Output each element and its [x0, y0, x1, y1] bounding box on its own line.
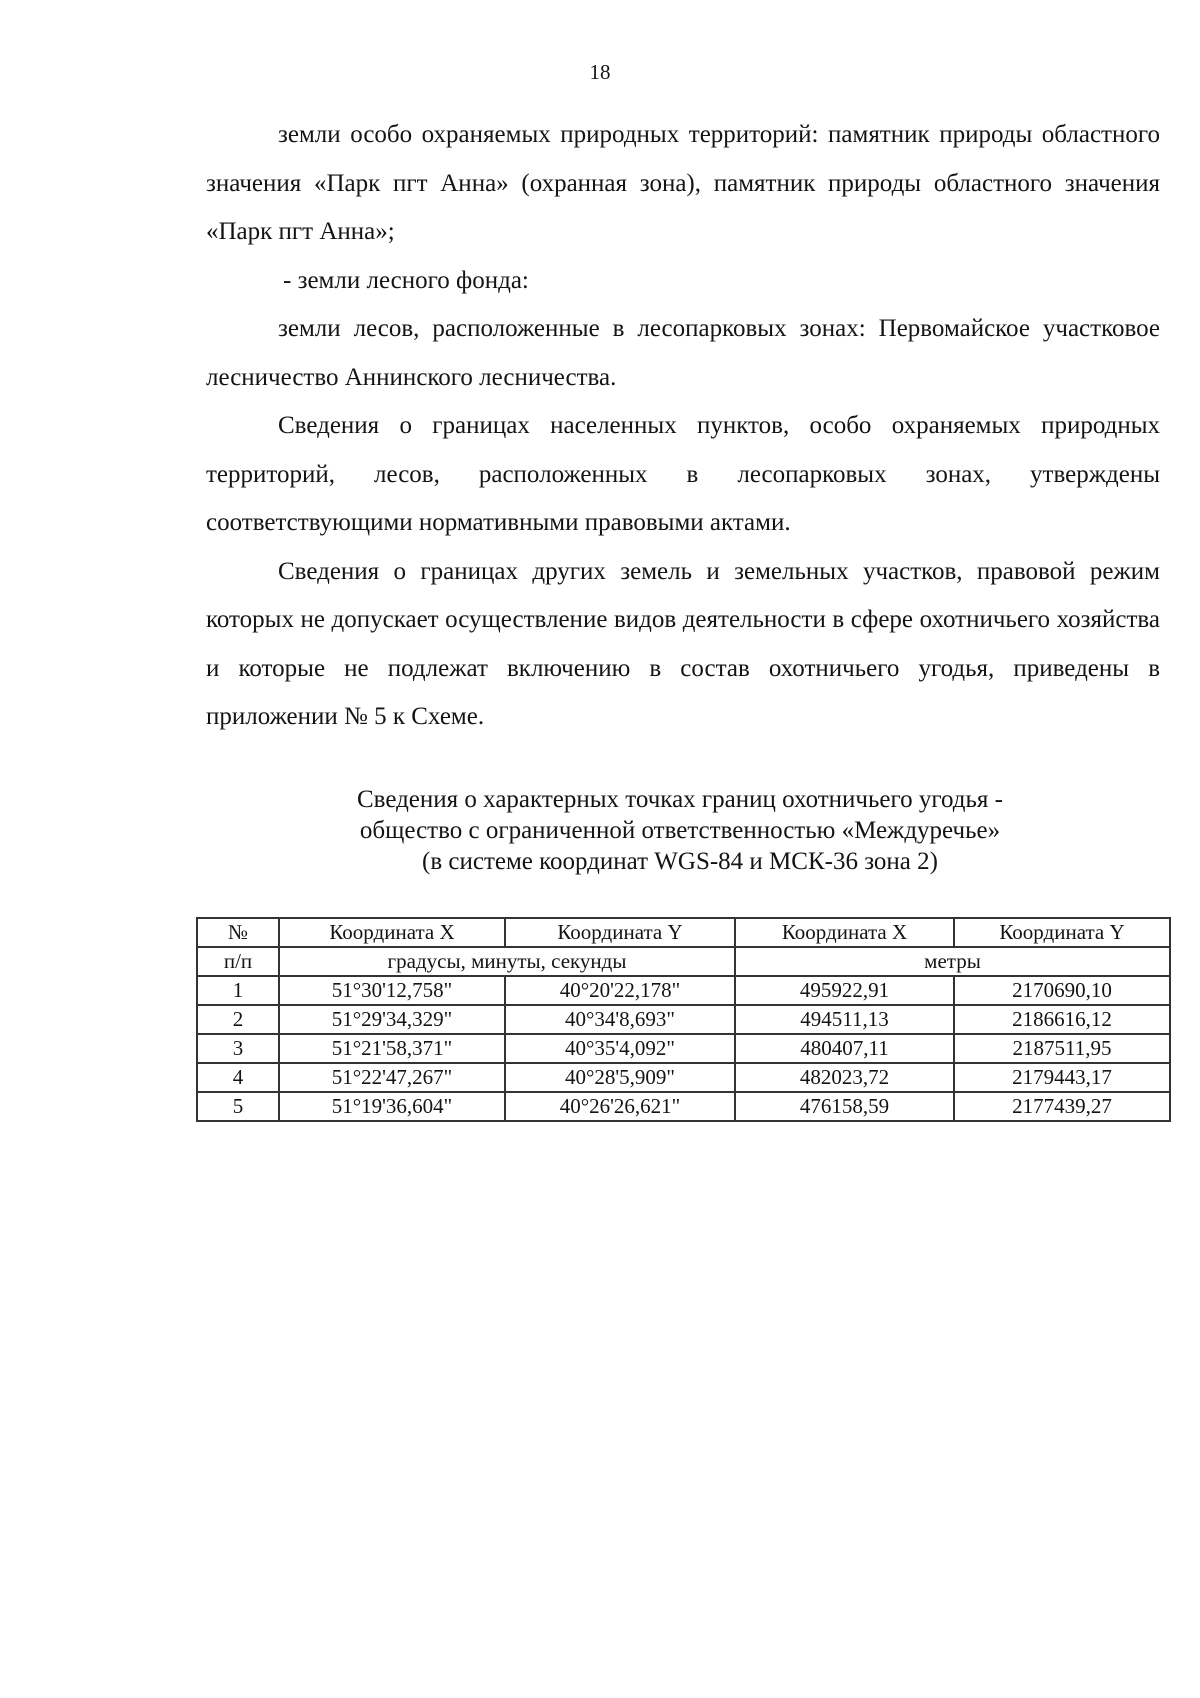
msk-x-cell: 480407,11 [735, 1034, 954, 1063]
table-header-row [197, 918, 1170, 947]
header-geo-y: Координата Y [505, 918, 735, 947]
header-geo-x: Координата X [279, 918, 505, 947]
msk-y-cell: 2186616,12 [954, 1005, 1170, 1034]
header-msk-y: Координата Y [954, 918, 1170, 947]
paragraph-forest-park-zones: земли лесов, расположенные в лесопарковых зонах: Первомайское участковое лесничество Аннинского лесничества. [206, 315, 1160, 391]
table-row [197, 1005, 1170, 1034]
geo-y-cell: 40°26'26,621" [505, 1092, 735, 1121]
table-row [197, 976, 1170, 1005]
paragraph-boundaries-info: Сведения о границах населенных пунктов, особо охраняемых природных территорий, лесов, расположенных в лесопарковых зонах, утверждены соответствующими нормативными правовыми актами. [206, 412, 1160, 536]
row-number-cell: 2 [197, 1005, 279, 1034]
geo-y-cell: 40°34'8,693" [505, 1005, 735, 1034]
table-row [197, 1063, 1170, 1092]
paragraph-protected-areas: земли особо охраняемых природных территорий: памятник природы областного значения «Парк пгт Анна» (охранная зона), памятник природы областного значения «Парк пгт Анна»; [206, 121, 1160, 245]
geo-x-cell: 51°21'58,371" [279, 1034, 505, 1063]
msk-y-cell: 2187511,95 [954, 1034, 1170, 1063]
geo-x-cell: 51°19'36,604" [279, 1092, 505, 1121]
msk-x-cell: 476158,59 [735, 1092, 954, 1121]
table-units-row [197, 947, 1170, 976]
row-number-cell: 1 [197, 976, 279, 1005]
msk-x-cell: 495922,91 [735, 976, 954, 1005]
header-number-cell: № [197, 918, 279, 947]
geo-x-cell: 51°29'34,329" [279, 1005, 505, 1034]
header-geo-units: градусы, минуты, секунды [279, 947, 735, 976]
header-msk-units: метры [735, 947, 1170, 976]
body-text [206, 111, 1160, 742]
page-number: 18 [589, 60, 611, 84]
table-title [250, 784, 1110, 877]
msk-x-cell: 482023,72 [735, 1063, 954, 1092]
header-number-sub: п/п [197, 947, 279, 976]
row-number-cell: 4 [197, 1063, 279, 1092]
geo-y-cell: 40°35'4,092" [505, 1034, 735, 1063]
header-msk-x: Координата X [735, 918, 954, 947]
geo-y-cell: 40°20'22,178" [505, 976, 735, 1005]
geo-x-cell: 51°22'47,267" [279, 1063, 505, 1092]
table-title-line: Сведения о характерных точках границ охотничьего угодья - [356, 786, 1003, 813]
paragraph-other-lands: Сведения о границах других земель и земельных участков, правовой режим которых не допускает осуществление видов деятельности в сфере охотничьего хозяйства и которые не подлежат включению в состав охотничьего угодья, приведены в приложении № 5 к Схеме. [206, 557, 1160, 730]
paragraph-forest-fund: - земли лесного фонда: [283, 266, 529, 294]
msk-y-cell: 2179443,17 [954, 1063, 1170, 1092]
geo-x-cell: 51°30'12,758" [279, 976, 505, 1005]
row-number-cell: 5 [197, 1092, 279, 1121]
coordinates-table [196, 917, 1171, 1122]
msk-y-cell: 2177439,27 [954, 1092, 1170, 1121]
table-row [197, 1034, 1170, 1063]
msk-x-cell: 494511,13 [735, 1005, 954, 1034]
table-title-line: общество с ограниченной ответственностью «Междуречье» [359, 817, 1001, 844]
msk-y-cell: 2170690,10 [954, 976, 1170, 1005]
table-title-line: (в системе координат WGS-84 и МСК-36 зона 2) [422, 848, 938, 875]
geo-y-cell: 40°28'5,909" [505, 1063, 735, 1092]
table-row [197, 1092, 1170, 1121]
row-number-cell: 3 [197, 1034, 279, 1063]
